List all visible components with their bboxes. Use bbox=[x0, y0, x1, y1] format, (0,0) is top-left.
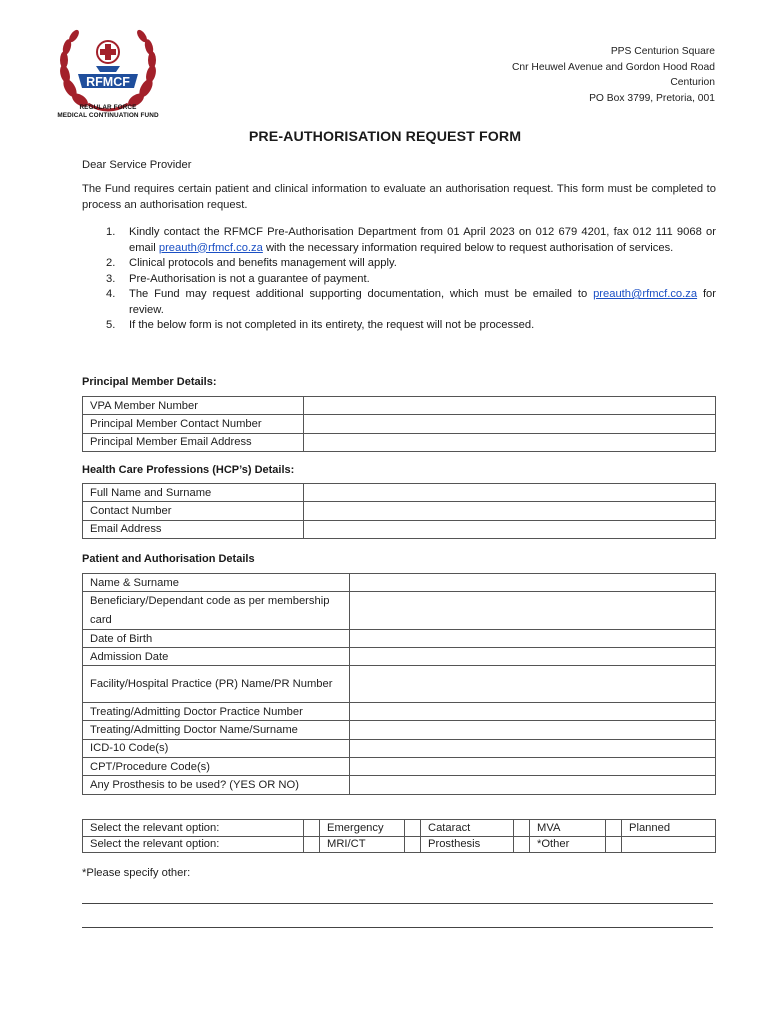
field-label: ICD-10 Code(s) bbox=[83, 739, 350, 757]
table-row bbox=[83, 836, 716, 853]
other-specify-line-2[interactable] bbox=[82, 927, 713, 928]
planned-checkbox[interactable] bbox=[606, 820, 622, 837]
field-label: Date of Birth bbox=[83, 629, 350, 647]
option-prosthesis: Prosthesis bbox=[421, 836, 514, 853]
dependant-code-input[interactable] bbox=[350, 592, 716, 630]
cataract-checkbox[interactable] bbox=[405, 820, 421, 837]
table-row bbox=[83, 433, 716, 451]
hcp-section-title: Health Care Professions (HCP’s) Details: bbox=[82, 464, 295, 476]
option-select-table bbox=[82, 819, 716, 853]
principal-section-title: Principal Member Details: bbox=[82, 376, 217, 388]
table-row bbox=[83, 648, 716, 666]
prosthesis-input[interactable] bbox=[350, 776, 716, 794]
emergency-checkbox[interactable] bbox=[304, 820, 320, 837]
field-label: Name & Surname bbox=[83, 574, 350, 592]
table-row bbox=[83, 703, 716, 721]
prosthesis-checkbox[interactable] bbox=[405, 836, 421, 853]
other-checkbox[interactable] bbox=[514, 836, 530, 853]
list-item: 1. Kindly contact the RFMCF Pre-Authorisation Department from 01 April 2023 on 012 679 4201, fax 012 111 9068 or email preauth@rfmcf.co.za with the necessary information required below to request authorisation of services. bbox=[106, 226, 716, 254]
principal-contact-input[interactable] bbox=[304, 415, 716, 433]
table-row bbox=[83, 629, 716, 647]
option-label: Select the relevant option: bbox=[83, 836, 304, 853]
icd10-code-input[interactable] bbox=[350, 739, 716, 757]
field-label: Any Prosthesis to be used? (YES OR NO) bbox=[83, 776, 350, 794]
principal-email-input[interactable] bbox=[304, 433, 716, 451]
other-specify-line-1[interactable] bbox=[82, 903, 713, 904]
table-row bbox=[83, 397, 716, 415]
field-label: Treating/Admitting Doctor Practice Number bbox=[83, 703, 350, 721]
field-label: Full Name and Surname bbox=[83, 484, 304, 502]
table-row bbox=[83, 820, 716, 837]
field-label: Admission Date bbox=[83, 648, 350, 666]
hcp-details-table bbox=[82, 483, 716, 539]
svg-text:RFMCF: RFMCF bbox=[86, 75, 130, 89]
option-emergency: Emergency bbox=[320, 820, 405, 837]
table-row bbox=[83, 776, 716, 794]
table-row bbox=[83, 415, 716, 433]
vpa-member-number-input[interactable] bbox=[304, 397, 716, 415]
table-row bbox=[83, 574, 716, 592]
table-row bbox=[83, 757, 716, 775]
option-cataract: Cataract bbox=[421, 820, 514, 837]
preauth-email-link[interactable]: preauth@rfmcf.co.za bbox=[158, 241, 263, 254]
list-item: 3. Pre-Authorisation is not a guarantee of payment. bbox=[106, 272, 370, 285]
option-mri-ct: MRI/CT bbox=[320, 836, 405, 853]
patient-section-title: Patient and Authorisation Details bbox=[82, 553, 255, 565]
option-mva: MVA bbox=[530, 820, 606, 837]
logo-caption: REGULAR FORCE MEDICAL CONTINUATION FUND bbox=[57, 104, 159, 119]
preauth-email-link[interactable]: preauth@rfmcf.co.za bbox=[593, 288, 698, 300]
doctor-practice-number-input[interactable] bbox=[350, 703, 716, 721]
table-row bbox=[83, 484, 716, 502]
table-row bbox=[83, 520, 716, 538]
field-label: Principal Member Contact Number bbox=[83, 415, 304, 433]
table-row bbox=[83, 502, 716, 520]
table-row bbox=[83, 739, 716, 757]
field-label: Treating/Admitting Doctor Name/Surname bbox=[83, 721, 350, 739]
list-item: 4. The Fund may request additional supporting documentation, which must be emailed to preauth@rfmcf.co.za for review. bbox=[106, 288, 716, 316]
list-item: 2. Clinical protocols and benefits management will apply. bbox=[106, 257, 397, 269]
field-label: Beneficiary/Dependant code as per membership card bbox=[83, 592, 350, 630]
doctor-name-input[interactable] bbox=[350, 721, 716, 739]
option-other: *Other bbox=[530, 836, 606, 853]
date-of-birth-input[interactable] bbox=[350, 629, 716, 647]
table-row bbox=[83, 721, 716, 739]
option-label: Select the relevant option: bbox=[83, 820, 304, 837]
table-row bbox=[83, 592, 716, 630]
fund-address: PPS Centurion Square Cnr Heuwel Avenue and Gordon Hood Road Centurion PO Box 3799, Pretoria, 001 bbox=[511, 46, 715, 104]
hcp-contact-input[interactable] bbox=[304, 502, 716, 520]
field-label: Email Address bbox=[83, 520, 304, 538]
principal-member-table bbox=[82, 396, 716, 452]
admission-date-input[interactable] bbox=[350, 648, 716, 666]
page-title: PRE-AUTHORISATION REQUEST FORM bbox=[248, 129, 522, 145]
field-label: Contact Number bbox=[83, 502, 304, 520]
mva-checkbox[interactable] bbox=[514, 820, 530, 837]
other-note: *Please specify other: bbox=[82, 867, 191, 879]
facility-input[interactable] bbox=[350, 666, 716, 703]
hcp-full-name-input[interactable] bbox=[304, 484, 716, 502]
option-empty bbox=[622, 836, 716, 853]
option-planned: Planned bbox=[622, 820, 716, 837]
empty-checkbox[interactable] bbox=[606, 836, 622, 853]
hcp-email-input[interactable] bbox=[304, 520, 716, 538]
mri-ct-checkbox[interactable] bbox=[304, 836, 320, 853]
field-label: CPT/Procedure Code(s) bbox=[83, 757, 350, 775]
field-label: VPA Member Number bbox=[83, 397, 304, 415]
field-label: Principal Member Email Address bbox=[83, 433, 304, 451]
patient-name-input[interactable] bbox=[350, 574, 716, 592]
instruction-list bbox=[82, 225, 716, 334]
intro-paragraph: The Fund requires certain patient and clinical information to evaluate an authorisation request. This form must be completed to process an authorisation request. bbox=[82, 183, 716, 211]
table-row bbox=[83, 666, 716, 703]
field-label: Facility/Hospital Practice (PR) Name/PR Number bbox=[83, 666, 350, 703]
list-item: 5. If the below form is not completed in its entirety, the request will not be processed. bbox=[106, 319, 535, 331]
cpt-code-input[interactable] bbox=[350, 757, 716, 775]
patient-details-table bbox=[82, 573, 716, 795]
greeting: Dear Service Provider bbox=[82, 159, 192, 171]
